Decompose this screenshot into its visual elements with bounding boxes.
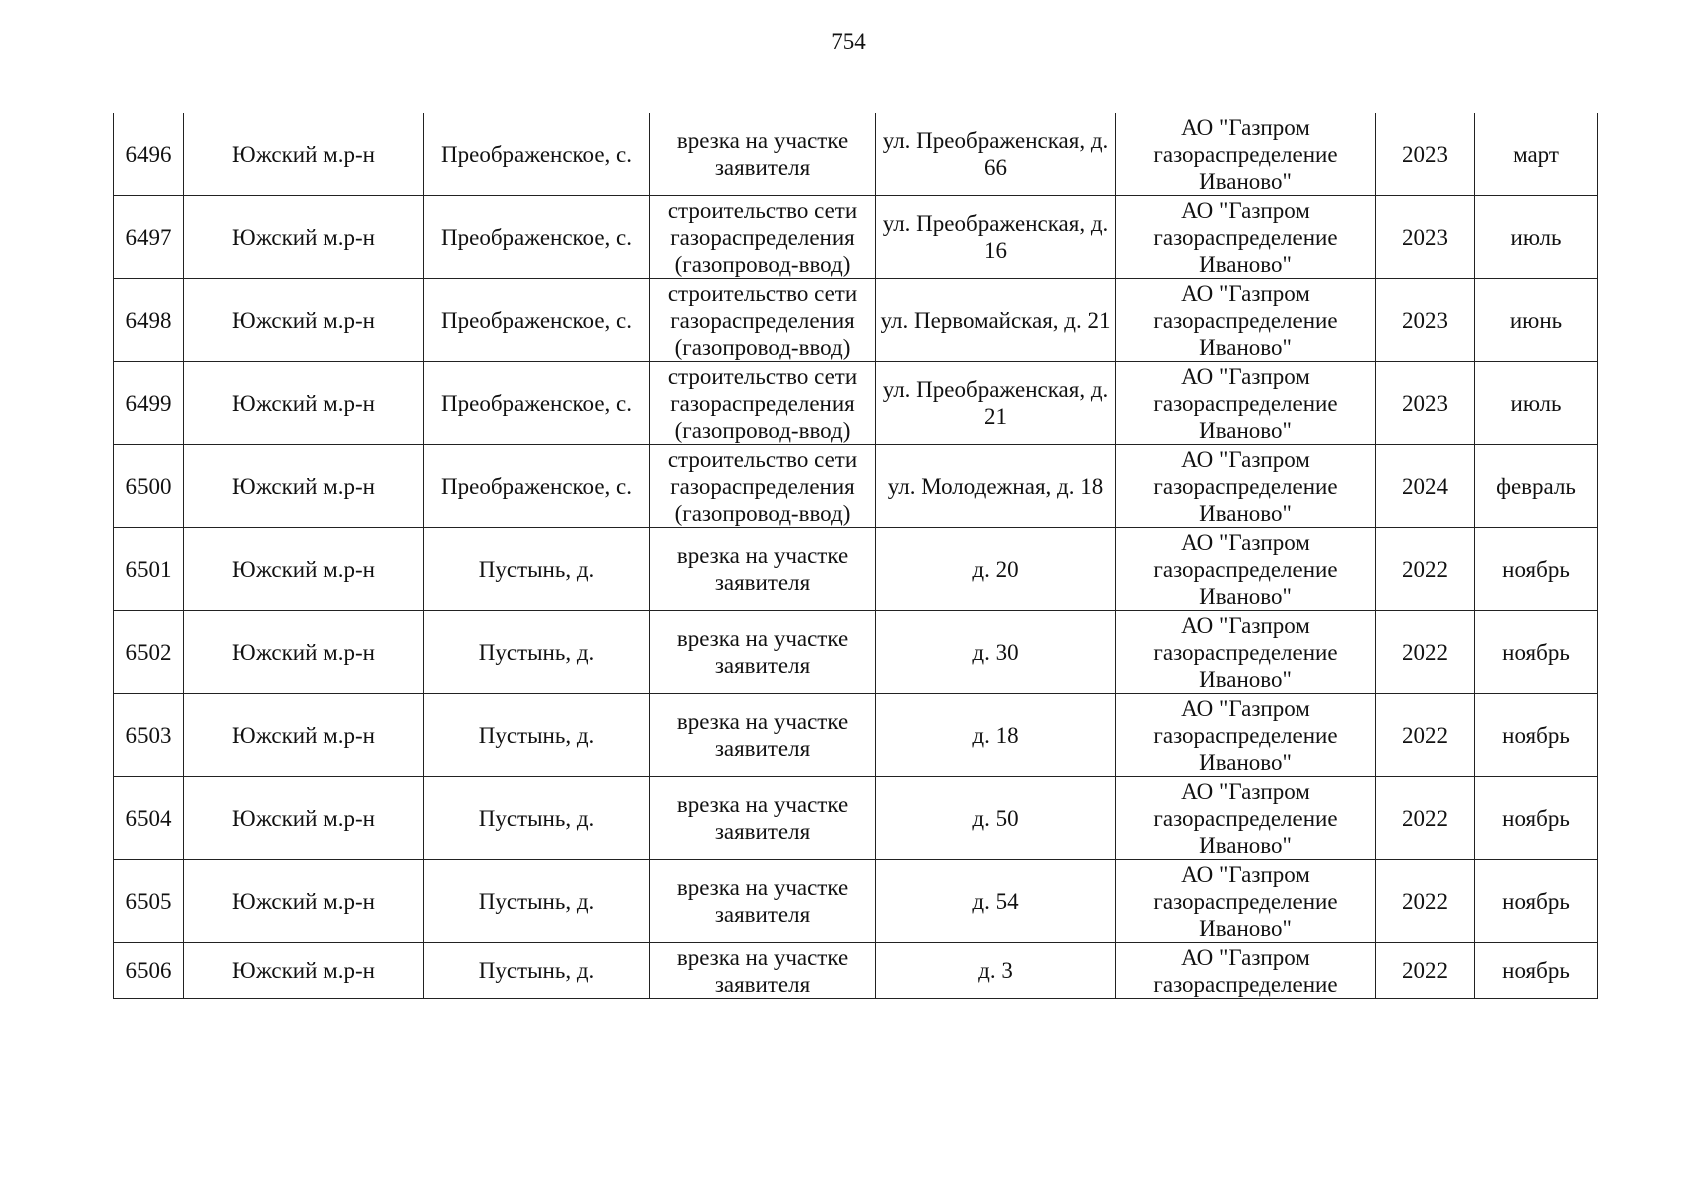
cell-organization: АО "Газпром газораспределение Иваново" bbox=[1116, 528, 1376, 611]
cell-year bbox=[1376, 943, 1475, 999]
cell-month: ноябрь bbox=[1475, 694, 1598, 777]
cell-organization: АО "Газпром газораспределение Иваново" bbox=[1116, 777, 1376, 860]
cell-settlement: Преображенское, с. bbox=[424, 196, 650, 279]
cell-year: 2022 bbox=[1376, 528, 1475, 611]
cell-number: 6497 bbox=[114, 196, 184, 279]
cell-number: 6504 bbox=[114, 777, 184, 860]
cell-district bbox=[184, 943, 424, 999]
cell-organization: АО "Газпром газораспределение Иваново" bbox=[1116, 113, 1376, 196]
cell-work-type: врезка на участке заявителя bbox=[650, 694, 876, 777]
cell-organization bbox=[1116, 943, 1376, 999]
cell-year: 2023 bbox=[1376, 196, 1475, 279]
cell-organization: АО "Газпром газораспределение Иваново" bbox=[1116, 196, 1376, 279]
table-row bbox=[114, 362, 1598, 445]
cell-district: Южский м.р-н bbox=[184, 196, 424, 279]
cell-work-type: врезка на участке заявителя bbox=[650, 777, 876, 860]
cell-organization-text: АО "Газпром газораспределение bbox=[1153, 944, 1338, 997]
cell-address: ул. Преображенская, д. 66 bbox=[876, 113, 1116, 196]
cell-number: 6502 bbox=[114, 611, 184, 694]
cell-address: ул. Преображенская, д. 16 bbox=[876, 196, 1116, 279]
table-row bbox=[114, 279, 1598, 362]
table-row bbox=[114, 196, 1598, 279]
cell-settlement: Преображенское, с. bbox=[424, 279, 650, 362]
cell-year: 2022 bbox=[1376, 860, 1475, 943]
cell-address: д. 20 bbox=[876, 528, 1116, 611]
cell-month: июнь bbox=[1475, 279, 1598, 362]
cell-month: июль bbox=[1475, 362, 1598, 445]
table-row bbox=[114, 611, 1598, 694]
cell-settlement: Пустынь, д. bbox=[424, 611, 650, 694]
cell-year: 2023 bbox=[1376, 113, 1475, 196]
table-row bbox=[114, 860, 1598, 943]
cell-month-text: ноябрь bbox=[1502, 958, 1570, 983]
cell-settlement: Преображенское, с. bbox=[424, 113, 650, 196]
table-row bbox=[114, 777, 1598, 860]
cell-district: Южский м.р-н bbox=[184, 445, 424, 528]
cell-organization: АО "Газпром газораспределение Иваново" bbox=[1116, 362, 1376, 445]
cell-number: 6501 bbox=[114, 528, 184, 611]
cell-address-text: д. 3 bbox=[978, 958, 1013, 983]
cell-district: Южский м.р-н bbox=[184, 694, 424, 777]
cell-address: ул. Первомайская, д. 21 bbox=[876, 279, 1116, 362]
cell-month: ноябрь bbox=[1475, 860, 1598, 943]
cell-year: 2024 bbox=[1376, 445, 1475, 528]
cell-year: 2022 bbox=[1376, 777, 1475, 860]
page-number: 754 bbox=[831, 29, 866, 54]
cell-work-type: врезка на участке заявителя bbox=[650, 611, 876, 694]
cell-settlement: Пустынь, д. bbox=[424, 694, 650, 777]
cell-address: д. 50 bbox=[876, 777, 1116, 860]
cell-number: 6498 bbox=[114, 279, 184, 362]
cell-district: Южский м.р-н bbox=[184, 528, 424, 611]
cell-year-text: 2022 bbox=[1402, 958, 1448, 983]
cell-number: 6505 bbox=[114, 860, 184, 943]
cell-work-type bbox=[650, 943, 876, 999]
cell-month: март bbox=[1475, 113, 1598, 196]
cell-settlement: Преображенское, с. bbox=[424, 362, 650, 445]
cell-settlement: Пустынь, д. bbox=[424, 777, 650, 860]
cell-work-type: строительство сети газораспределения (газопровод-ввод) bbox=[650, 196, 876, 279]
cell-work-type-text: врезка на участке заявителя bbox=[676, 944, 849, 997]
cell-district: Южский м.р-н bbox=[184, 777, 424, 860]
cell-district: Южский м.р-н bbox=[184, 611, 424, 694]
cell-settlement: Пустынь, д. bbox=[424, 860, 650, 943]
cell-year: 2023 bbox=[1376, 362, 1475, 445]
cell-number: 6500 bbox=[114, 445, 184, 528]
cell-month: ноябрь bbox=[1475, 528, 1598, 611]
cell-settlement-text: Пустынь, д. bbox=[478, 958, 595, 983]
cell-number: 6499 bbox=[114, 362, 184, 445]
cell-work-type: врезка на участке заявителя bbox=[650, 860, 876, 943]
cell-month: ноябрь bbox=[1475, 611, 1598, 694]
cell-number bbox=[114, 943, 184, 999]
table-row bbox=[114, 113, 1598, 196]
cell-work-type: строительство сети газораспределения (газопровод-ввод) bbox=[650, 279, 876, 362]
cell-number-text: 6506 bbox=[125, 958, 172, 983]
cell-address: д. 54 bbox=[876, 860, 1116, 943]
cell-district: Южский м.р-н bbox=[184, 279, 424, 362]
cell-organization: АО "Газпром газораспределение Иваново" bbox=[1116, 860, 1376, 943]
table-row bbox=[114, 528, 1598, 611]
cell-work-type: врезка на участке заявителя bbox=[650, 113, 876, 196]
cell-work-type: врезка на участке заявителя bbox=[650, 528, 876, 611]
cell-district: Южский м.р-н bbox=[184, 860, 424, 943]
table-row bbox=[114, 943, 1598, 999]
cell-year: 2022 bbox=[1376, 611, 1475, 694]
cell-number: 6503 bbox=[114, 694, 184, 777]
cell-settlement: Пустынь, д. bbox=[424, 528, 650, 611]
cell-month: ноябрь bbox=[1475, 777, 1598, 860]
cell-address: д. 30 bbox=[876, 611, 1116, 694]
cell-year: 2023 bbox=[1376, 279, 1475, 362]
cell-district-text: Южский м.р-н bbox=[232, 958, 375, 983]
cell-address bbox=[876, 943, 1116, 999]
cell-settlement: Преображенское, с. bbox=[424, 445, 650, 528]
cell-year: 2022 bbox=[1376, 694, 1475, 777]
cell-work-type: строительство сети газораспределения (газопровод-ввод) bbox=[650, 445, 876, 528]
table-row bbox=[114, 694, 1598, 777]
cell-month bbox=[1475, 943, 1598, 999]
cell-settlement bbox=[424, 943, 650, 999]
cell-organization: АО "Газпром газораспределение Иваново" bbox=[1116, 611, 1376, 694]
cell-address: ул. Преображенская, д. 21 bbox=[876, 362, 1116, 445]
cell-organization: АО "Газпром газораспределение Иваново" bbox=[1116, 279, 1376, 362]
cell-address: д. 18 bbox=[876, 694, 1116, 777]
cell-work-type: строительство сети газораспределения (газопровод-ввод) bbox=[650, 362, 876, 445]
cell-organization: АО "Газпром газораспределение Иваново" bbox=[1116, 694, 1376, 777]
registry-table bbox=[113, 113, 1598, 999]
cell-address: ул. Молодежная, д. 18 bbox=[876, 445, 1116, 528]
cell-district: Южский м.р-н bbox=[184, 113, 424, 196]
cell-number: 6496 bbox=[114, 113, 184, 196]
table-row bbox=[114, 445, 1598, 528]
cell-month: июль bbox=[1475, 196, 1598, 279]
cell-organization: АО "Газпром газораспределение Иваново" bbox=[1116, 445, 1376, 528]
cell-district: Южский м.р-н bbox=[184, 362, 424, 445]
cell-month: февраль bbox=[1475, 445, 1598, 528]
